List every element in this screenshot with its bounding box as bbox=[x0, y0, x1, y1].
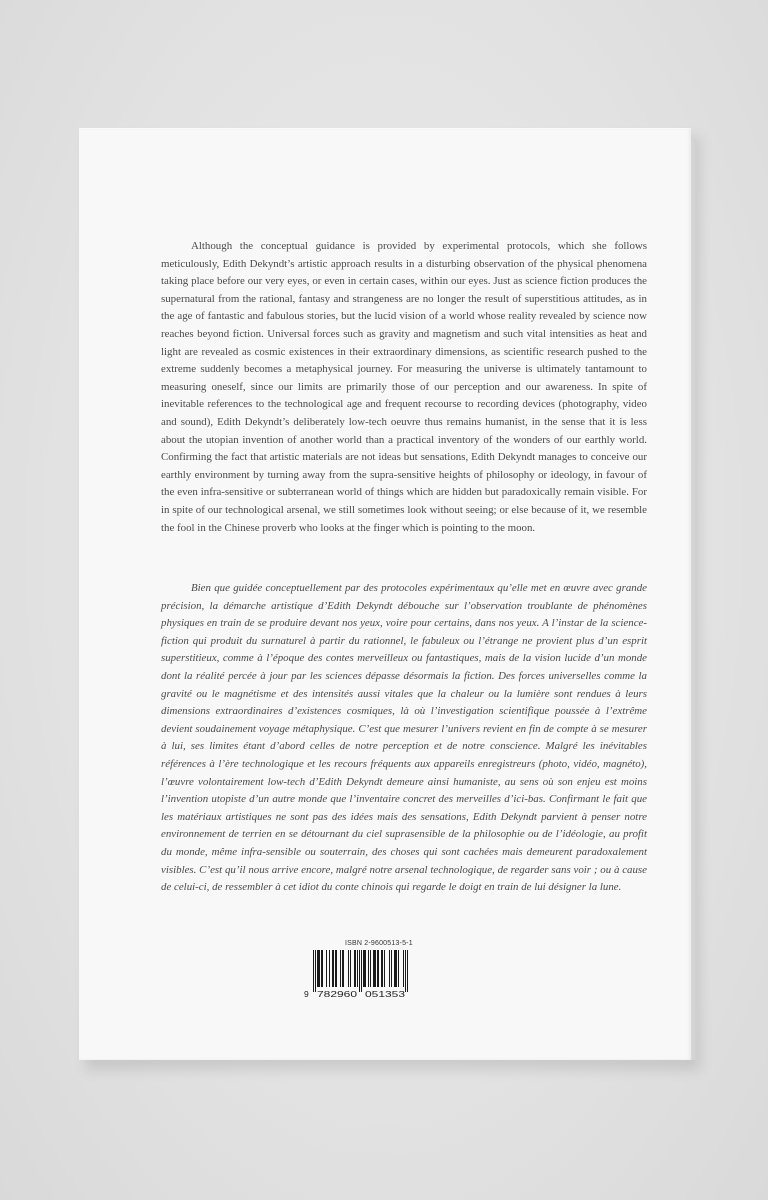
barcode-bar bbox=[378, 950, 379, 987]
barcode-bar bbox=[389, 950, 390, 987]
barcode-lead-digit: 9 bbox=[304, 989, 309, 999]
barcode-bar bbox=[384, 950, 385, 987]
barcode-bar bbox=[355, 950, 356, 987]
barcode-bar bbox=[329, 950, 330, 987]
barcode-bar bbox=[370, 950, 371, 987]
barcode-bar bbox=[342, 950, 343, 987]
barcode-bar bbox=[365, 950, 366, 987]
barcode-bar bbox=[354, 950, 355, 987]
barcode-bar bbox=[395, 950, 396, 987]
french-text-block: Bien que guidée conceptuellement par des protocoles expérimentaux qu’elle met en œuvre avec grande précision, la démarche artistique d’Edith Dekyndt débouche sur l’observation troublante de phénomènes physiques en train de se produire devant nos yeux, voire pour certains, dans nos yeux. A l’instar de la science-fiction qui produit du surnaturel à partir du rationnel, le fabuleux ou l’étrange ne provient plus d’un esprit superstitieux, comme à l’époque des contes merveilleux ou fantastiques, mais de la vision lucide d’un monde dont la réalité percée à jour par les sciences dépasse désormais la fiction. Des forces universelles comme la gravité ou le magnétisme et des intensités aussi vitales que la chaleur ou la lumière sont rendues à leurs dimensions extraordinaires d’existences cosmiques, là où l’investigation scientifique poussée à l’extrême devient soudainement voyage métaphysique. C’est que mesurer l’univers revient en fin de compte à se mesurer à lui, ses limites étant d’abord celles de notre perception et de notre conscience. Malgré les inévitables références à l’ère technologique et les recours fréquents aux appareils enregistreurs (photo, vidéo, magnéto), l’œuvre volontairement low-tech d’Edith Dekyndt demeure ainsi humaniste, au sens où son enjeu est moins l’invention utopiste d’un autre monde que l’inventaire concret des merveilles d’ici-bas. Confirmant le fait que les matériaux artistiques ne sont pas des idées mais des sensations, Edith Dekyndt parvient à penser notre environnement de terrien en se détournant du ciel suprasensible de la philosophie ou de l’idéologie, au profit du monde, même infra-sensible ou souterrain, des choses qui sont cachées mais demeurent paradoxalement visibles. C’est qu’il nous arrive encore, malgré notre arsenal technologique, de regarder sans voir ; ou à cause de celui-ci, de ressembler à cet idiot du conte chinois qui regarde le doigt en train de lui désigner la lune. bbox=[161, 582, 647, 894]
barcode-bar bbox=[381, 950, 382, 987]
barcode-bar bbox=[321, 950, 322, 987]
barcode-bar bbox=[315, 950, 316, 992]
barcode-bar bbox=[318, 950, 319, 987]
barcode-bar bbox=[336, 950, 337, 987]
barcode-bar bbox=[396, 950, 397, 987]
barcode-bar bbox=[368, 950, 369, 987]
barcode-bar bbox=[394, 950, 395, 987]
barcode-bar bbox=[357, 950, 358, 987]
barcode-bar bbox=[359, 950, 360, 992]
book-back-cover bbox=[79, 128, 691, 1060]
barcode-bar bbox=[343, 950, 344, 987]
barcode-bar bbox=[350, 950, 351, 987]
barcode-bar bbox=[374, 950, 375, 987]
barcode-bar bbox=[382, 950, 383, 987]
english-text-block: Although the conceptual guidance is provided by experimental protocols, which she follows meticulously, Edith Dekyndt’s artistic approach results in a disturbing observation of the physical phenomena taking place before our very eyes, or even in certain cases, within our eyes. Just as science fiction produces the supernatural from the rational, fantasy and strangeness are no longer the result of superstitious attitudes, as in the age of fantastic and fabulous stories, but the lucid vision of a world whose reality revealed by science now reaches beyond fiction. Universal forces such as gravity and magnetism and such vital intensities as heat and light are revealed as cosmic existences in their extraordinary dimensions, as scientific research pushed to the extreme suddenly becomes a metaphysical journey. For measuring the universe is ultimately tantamount to measuring oneself, since our limits are primarily those of our perception and our awareness. In spite of inevitable references to the technological age and frequent recourse to recording devices (photography, video and sound), Edith Dekyndt’s deliberately low-tech oeuvre thus remains humanist, in the sense that it is less about the utopian invention of another world than a practical inventory of the wonders of our earthly world. Confirming the fact that artistic materials are not ideas but sensations, Edith Dekyndt manages to conceive our earthly environment by turning away from the supra-sensitive heights of philosophy or ideology, in favour of the even infra-sensitive or subterranean world of things which are hidden but paradoxically remain visible. For in spite of our technological arsenal, we still sometimes look without seeing; or else because of it, we resemble the fool in the Chinese proverb who looks at the finger which is pointing to the moon. bbox=[161, 240, 647, 534]
barcode-bar bbox=[377, 950, 378, 987]
barcode-bar bbox=[364, 950, 365, 987]
barcode-bar bbox=[319, 950, 320, 987]
barcode-bar bbox=[375, 950, 376, 987]
barcode-bar bbox=[363, 950, 364, 987]
barcode-bar bbox=[332, 950, 333, 987]
barcode-bar bbox=[373, 950, 374, 987]
barcode-bar bbox=[407, 950, 408, 992]
barcode-bar bbox=[313, 950, 314, 992]
barcode-bar bbox=[326, 950, 327, 987]
barcode-left-digits: 782960 bbox=[317, 989, 358, 999]
isbn-label: ISBN 2-9600513-5-1 bbox=[345, 940, 413, 947]
barcode-bar bbox=[403, 950, 404, 987]
barcode-bar bbox=[391, 950, 392, 987]
barcode-bar bbox=[335, 950, 336, 987]
barcode-bar bbox=[333, 950, 334, 987]
ean13-barcode-icon bbox=[303, 950, 423, 1000]
barcode-bar bbox=[361, 950, 362, 992]
barcode-bar bbox=[405, 950, 406, 992]
barcode-bar bbox=[317, 950, 318, 987]
barcode-right-digits: 051353 bbox=[365, 989, 406, 999]
barcode-bar bbox=[322, 950, 323, 987]
barcode-bar bbox=[348, 950, 349, 987]
barcode-bar bbox=[398, 950, 399, 987]
barcode-bar bbox=[340, 950, 341, 987]
